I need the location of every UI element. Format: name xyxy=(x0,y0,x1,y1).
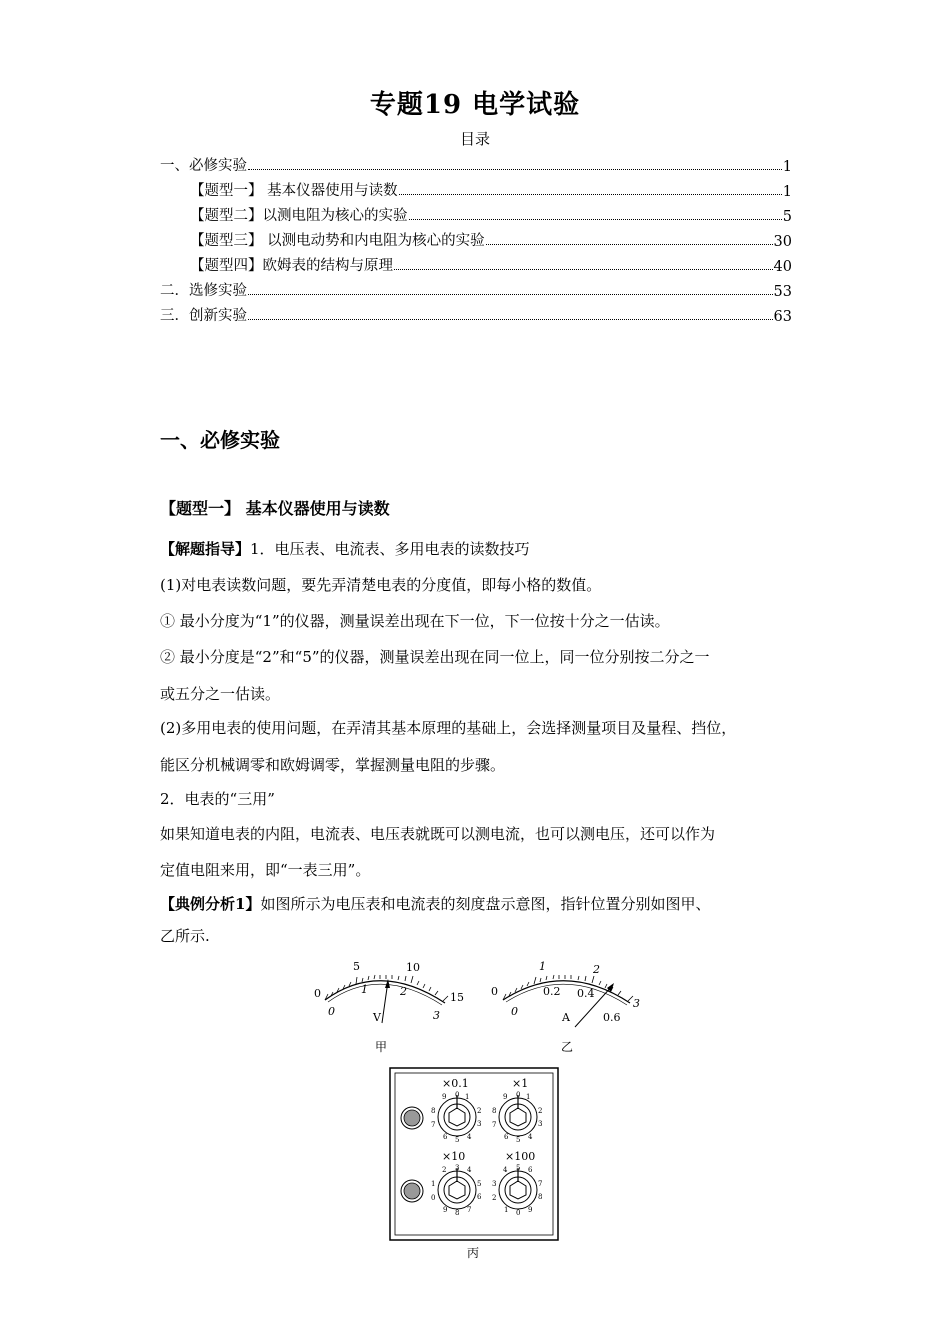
svg-text:5: 5 xyxy=(477,1180,482,1188)
svg-text:4: 4 xyxy=(503,1166,508,1174)
toc-leader xyxy=(399,194,782,195)
toc-entry-label: 一、必修实验 xyxy=(160,158,247,174)
ammeter-outer-label: 2 xyxy=(593,963,600,976)
svg-text:9: 9 xyxy=(443,1206,448,1214)
toc-entry-page: 1 xyxy=(782,184,792,200)
dial-label: ×100 xyxy=(505,1150,536,1163)
svg-text:1: 1 xyxy=(465,1093,470,1101)
toc-entry-page: 63 xyxy=(773,309,792,325)
svg-text:3: 3 xyxy=(492,1180,497,1188)
svg-text:7: 7 xyxy=(492,1121,497,1129)
svg-text:6: 6 xyxy=(443,1133,448,1141)
svg-text:0: 0 xyxy=(431,1194,436,1202)
toc-entry-page: 53 xyxy=(773,284,792,300)
paragraph: ① 最小分度为“1”的仪器，测量误差出现在下一位，下一位按十分之一估读。 xyxy=(160,612,670,630)
paragraph: 2．电表的“三用” xyxy=(160,790,275,808)
toc-entry-page: 40 xyxy=(773,259,792,275)
ammeter-inner-label: 0.4 xyxy=(577,987,595,1000)
voltmeter-outer-label: 5 xyxy=(353,960,360,973)
terminal-top xyxy=(401,1107,423,1129)
svg-text:9: 9 xyxy=(503,1093,508,1101)
svg-text:0: 0 xyxy=(516,1209,521,1217)
terminal-bottom xyxy=(401,1180,423,1202)
svg-text:2: 2 xyxy=(477,1107,482,1115)
resistance-box-caption: 丙 xyxy=(467,1246,480,1260)
dial-label: ×1 xyxy=(512,1077,529,1090)
guide-paragraph xyxy=(160,538,800,559)
svg-text:8: 8 xyxy=(455,1209,460,1217)
voltmeter-inner-label: 1 xyxy=(361,983,368,996)
svg-text:9: 9 xyxy=(442,1093,447,1101)
svg-text:1: 1 xyxy=(504,1206,509,1214)
svg-text:7: 7 xyxy=(467,1206,472,1214)
toc-entry[interactable] xyxy=(160,175,792,200)
paragraph: 如果知道电表的内阻，电流表、电压表就既可以测电流，也可以测电压，还可以作为 xyxy=(160,825,716,843)
toc-leader xyxy=(248,319,773,320)
svg-text:9: 9 xyxy=(528,1206,533,1214)
toc-entry[interactable] xyxy=(160,300,792,325)
svg-text:0: 0 xyxy=(455,1091,460,1099)
svg-text:7: 7 xyxy=(431,1121,436,1129)
guide-label: 【解题指导】 xyxy=(160,540,251,558)
toc-entry-label: 【题型三】 以测电动势和内电阻为核心的实验 xyxy=(190,233,485,249)
svg-text:2: 2 xyxy=(538,1107,543,1115)
voltmeter-inner-label: 3 xyxy=(433,1009,440,1022)
ammeter-caption: 乙 xyxy=(561,1040,574,1054)
svg-text:3: 3 xyxy=(538,1120,543,1128)
voltmeter-outer-label: 10 xyxy=(406,961,420,974)
svg-text:0: 0 xyxy=(516,1091,521,1099)
dial-label: ×10 xyxy=(442,1150,466,1163)
dial-label: ×0.1 xyxy=(442,1077,469,1090)
toc-entry[interactable] xyxy=(160,275,792,300)
example-label: 【典例分析1】 xyxy=(160,895,261,913)
toc-entry[interactable] xyxy=(160,200,792,225)
toc-leader xyxy=(248,294,773,295)
ammeter-dial xyxy=(485,955,655,1060)
paragraph: ② 最小分度是“2”和“5”的仪器，测量误差出现在同一位上，同一位分别按二分之一 xyxy=(160,648,710,666)
svg-text:8: 8 xyxy=(538,1193,543,1201)
svg-text:4: 4 xyxy=(467,1133,472,1141)
svg-text:8: 8 xyxy=(492,1107,497,1115)
example-text: 如图所示为电压表和电流表的刻度盘示意图，指针位置分别如图甲、 xyxy=(260,895,711,913)
ammeter-unit: A xyxy=(562,1011,570,1024)
toc-heading: 目录 xyxy=(459,130,490,148)
subsection-heading: 【题型一】 基本仪器使用与读数 xyxy=(160,499,390,518)
svg-text:7: 7 xyxy=(538,1180,543,1188)
toc-entry-label: 【题型二】以测电阻为核心的实验 xyxy=(190,208,408,224)
svg-text:1: 1 xyxy=(526,1093,531,1101)
svg-text:6: 6 xyxy=(504,1133,509,1141)
svg-text:3: 3 xyxy=(477,1120,482,1128)
paragraph: 或五分之一估读。 xyxy=(160,685,281,703)
svg-text:5: 5 xyxy=(516,1136,521,1144)
svg-text:1: 1 xyxy=(431,1180,436,1188)
voltmeter-outer-label: 15 xyxy=(450,991,464,1004)
svg-text:3: 3 xyxy=(455,1164,460,1172)
ammeter-inner-label: 0.2 xyxy=(543,985,561,998)
svg-text:5: 5 xyxy=(455,1136,460,1144)
svg-text:2: 2 xyxy=(492,1194,497,1202)
svg-text:6: 6 xyxy=(477,1193,482,1201)
ammeter-outer-label: 3 xyxy=(633,997,640,1010)
svg-text:4: 4 xyxy=(467,1166,472,1174)
paragraph: 能区分机械调零和欧姆调零，掌握测量电阻的步骤。 xyxy=(160,756,506,774)
toc-entry-label: 二．选修实验 xyxy=(160,283,247,299)
voltmeter-inner-label: 2 xyxy=(400,985,407,998)
svg-text:8: 8 xyxy=(431,1107,436,1115)
toc-entry-label: 【题型四】欧姆表的结构与原理 xyxy=(190,258,393,274)
ammeter-outer-label: 0 xyxy=(491,985,498,998)
svg-text:5: 5 xyxy=(516,1164,521,1172)
voltmeter-caption: 甲 xyxy=(375,1040,388,1054)
ammeter-outer-label: 1 xyxy=(539,960,546,973)
guide-text: 1．电压表、电流表、多用电表的读数技巧 xyxy=(250,540,530,558)
toc-leader xyxy=(248,169,782,170)
toc-entry-label: 三．创新实验 xyxy=(160,308,247,324)
toc-entry-page: 5 xyxy=(782,209,792,225)
page-title: 专题19 电学试验 xyxy=(369,90,581,120)
svg-text:6: 6 xyxy=(528,1166,533,1174)
svg-text:4: 4 xyxy=(528,1133,533,1141)
toc-entry-label: 【题型一】 基本仪器使用与读数 xyxy=(190,183,398,199)
toc-entry[interactable] xyxy=(160,250,792,275)
paragraph: (2)多用电表的使用问题，在弄清其基本原理的基础上，会选择测量项目及量程、挡位， xyxy=(160,719,737,737)
ammeter-inner-label: 0 xyxy=(511,1005,518,1018)
resistance-box xyxy=(385,1065,565,1265)
toc-entry-page: 1 xyxy=(782,159,792,175)
voltmeter-outer-label: 0 xyxy=(314,987,321,1000)
ammeter-inner-label: 0.6 xyxy=(603,1011,621,1024)
voltmeter-dial xyxy=(300,955,470,1060)
toc-leader xyxy=(409,219,782,220)
toc-entry-page: 30 xyxy=(773,234,792,250)
voltmeter-inner-label: 0 xyxy=(328,1005,335,1018)
toc-leader xyxy=(486,244,773,245)
example-paragraph xyxy=(160,893,800,914)
paragraph: (1)对电表读数问题，要先弄清楚电表的分度值，即每小格的数值。 xyxy=(160,576,602,594)
toc-leader xyxy=(394,269,773,270)
toc-entry[interactable] xyxy=(160,150,792,175)
paragraph: 乙所示. xyxy=(160,927,210,945)
paragraph: 定值电阻来用，即“一表三用”。 xyxy=(160,861,371,879)
toc-entry[interactable] xyxy=(160,225,792,250)
table-of-contents xyxy=(160,150,792,325)
svg-text:2: 2 xyxy=(442,1166,447,1174)
section-heading: 一、必修实验 xyxy=(160,428,280,452)
voltmeter-unit: V xyxy=(373,1011,381,1024)
